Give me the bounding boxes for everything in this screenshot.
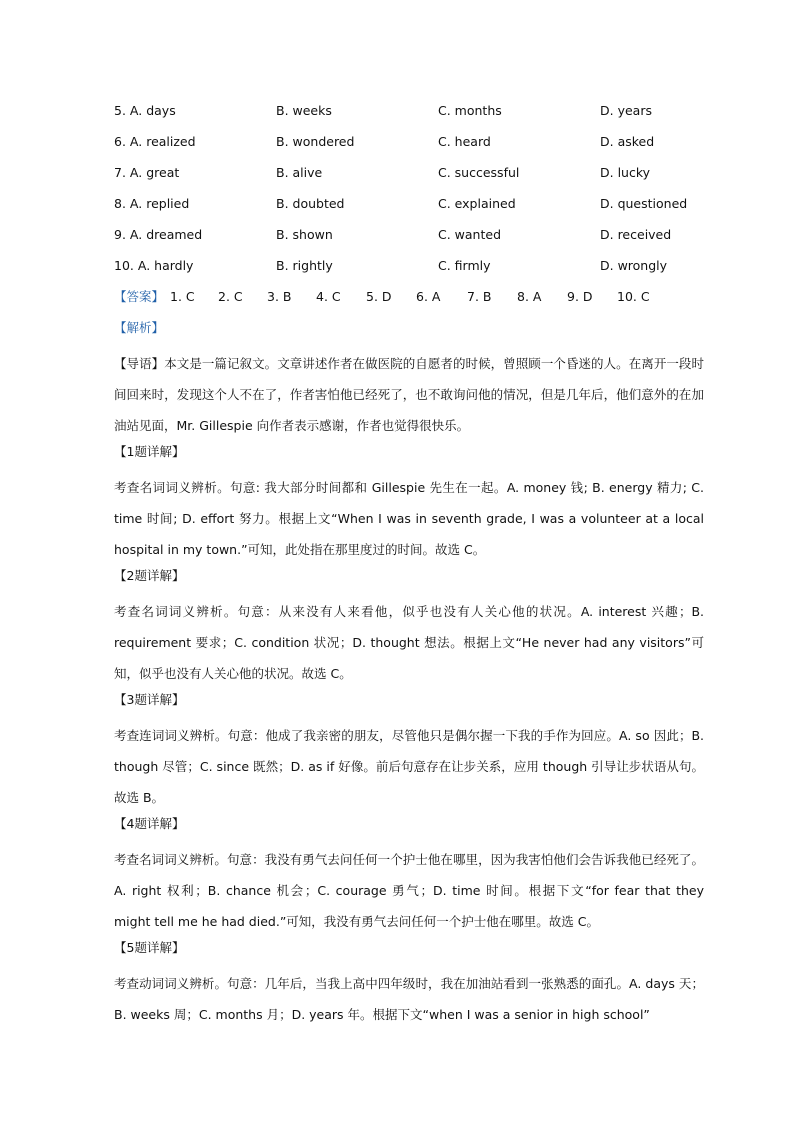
option-b: B. weeks <box>276 103 332 118</box>
answer-item: 6. A <box>416 289 441 304</box>
option-b: B. alive <box>276 165 323 180</box>
question-10-options <box>114 255 704 286</box>
detail-heading-5: 【5题详解】 <box>114 940 185 955</box>
detail-heading-4: 【4题详解】 <box>114 816 185 831</box>
option-a: 5. A. days <box>114 103 176 118</box>
detail-heading-2: 【2题详解】 <box>114 568 185 583</box>
option-d: D. questioned <box>600 196 688 211</box>
detail-text-5: 考查动词词义辨析。句意：几年后，当我上高中四年级时，我在加油站看到一张熟悉的面孔。A. days 天；B. weeks 周；C. months 月；D. years 年。根据下文“when I was a senior in high school” <box>114 976 704 1022</box>
answer-item: 9. D <box>567 289 593 304</box>
detail-text-2: 考查名词词义辨析。句意：从来没有人来看他，似乎也没有人关心他的状况。A. interest 兴趣；B. requirement 要求；C. condition 状况；D. thought 想法。根据上文“He never had any visitors”可知，似乎也没有人关心他的状况。故选 C。 <box>114 604 704 681</box>
option-d: D. years <box>600 103 652 118</box>
detail-heading-3: 【3题详解】 <box>114 692 185 707</box>
option-c: C. wanted <box>438 227 502 242</box>
option-c: C. months <box>438 103 502 118</box>
detail-text-4: 考查名词词义辨析。句意：我没有勇气去问任何一个护士他在哪里，因为我害怕他们会告诉我他已经死了。A. right 权利；B. chance 机会；C. courage 勇气；D. time 时间。根据下文“for fear that they might tell me he had died.”可知，我没有勇气去问任何一个护士他在哪里。故选 C。 <box>114 852 704 929</box>
answer-item: 1. C <box>170 289 195 304</box>
option-b: B. wondered <box>276 134 355 149</box>
option-c: C. explained <box>438 196 516 211</box>
option-c: C. firmly <box>438 258 491 273</box>
intro-paragraph: 【导语】本文是一篇记叙文。文章讲述作者在做医院的自愿者的时候，曾照顾一个昏迷的人。在离开一段时间回来时，发现这个人不在了，作者害怕他已经死了，也不敢询问他的情况，但是几年后，他们意外的在加油站见面，Mr. Gillespie 向作者表示感谢，作者也觉得很快乐。 <box>114 356 704 433</box>
option-a: 8. A. replied <box>114 196 190 211</box>
question-7-options <box>114 162 704 193</box>
question-9-options <box>114 224 704 255</box>
answer-item: 2. C <box>218 289 243 304</box>
option-b: B. shown <box>276 227 333 242</box>
answer-item: 7. B <box>467 289 492 304</box>
answer-key <box>114 286 704 317</box>
option-c: C. heard <box>438 134 491 149</box>
detail-heading-1: 【1题详解】 <box>114 444 185 459</box>
option-d: D. lucky <box>600 165 651 180</box>
option-d: D. wrongly <box>600 258 668 273</box>
option-a: 6. A. realized <box>114 134 196 149</box>
option-a: 7. A. great <box>114 165 180 180</box>
question-8-options <box>114 193 704 224</box>
option-d: D. received <box>600 227 672 242</box>
option-a: 9. A. dreamed <box>114 227 203 242</box>
option-b: B. doubted <box>276 196 345 211</box>
question-5-options <box>114 100 704 131</box>
option-b: B. rightly <box>276 258 333 273</box>
answer-item: 8. A <box>517 289 542 304</box>
answer-label: 【答案】 <box>114 289 165 304</box>
answer-item: 10. C <box>617 289 650 304</box>
option-d: D. asked <box>600 134 655 149</box>
answer-item: 3. B <box>267 289 292 304</box>
question-6-options <box>114 131 704 162</box>
option-a: 10. A. hardly <box>114 258 194 273</box>
detail-text-1: 考查名词词义辨析。句意: 我大部分时间都和 Gillespie 先生在一起。A. money 钱; B. energy 精力; C. time 时间; D. effort 努力。根据上文“When I was in seventh grade, I was a volunteer at a local hospital in my town.”可知，此处指在那里度过的时间。故选 C。 <box>114 480 704 557</box>
analysis-label: 【解析】 <box>114 320 165 335</box>
detail-text-3: 考查连词词义辨析。句意：他成了我亲密的朋友，尽管他只是偶尔握一下我的手作为回应。A. so 因此；B. though 尽管；C. since 既然；D. as if 好像。前后句意存在让步关系，应用 though 引导让步状语从句。故选 B。 <box>114 728 704 805</box>
option-c: C. successful <box>438 165 520 180</box>
document-page <box>114 100 704 1030</box>
answer-item: 5. D <box>366 289 392 304</box>
answer-item: 4. C <box>316 289 341 304</box>
